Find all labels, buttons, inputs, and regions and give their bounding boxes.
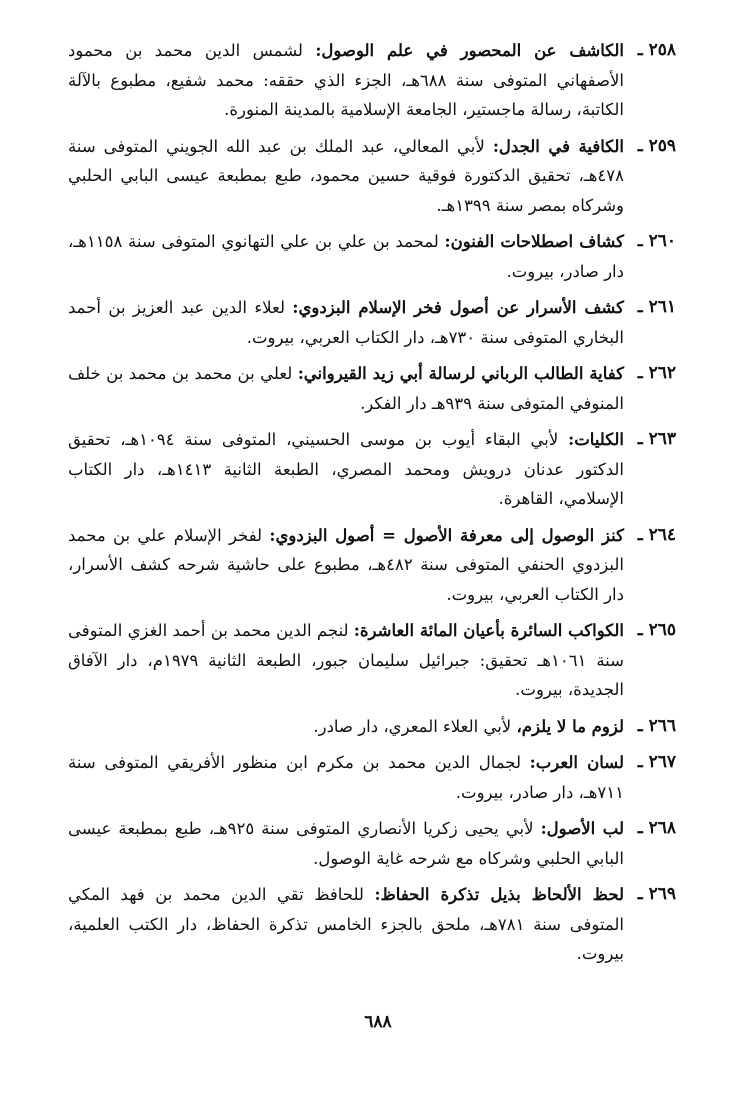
entry-number: ٢٥٨ ـ <box>637 40 676 60</box>
list-item <box>68 425 676 514</box>
entry-body <box>68 521 624 610</box>
list-item <box>68 293 676 352</box>
entry-title: الكليات: <box>568 430 624 449</box>
entry-body <box>68 814 624 873</box>
entry-title: الكاشف عن المحصور في علم الوصول: <box>315 41 624 60</box>
entry-text: لأبي العلاء المعري، دار صادر. <box>313 716 517 736</box>
entry-body <box>68 880 624 969</box>
entry-number: ٢٦٤ ـ <box>637 524 676 545</box>
entry-number: ٢٦٠ ـ <box>637 231 676 251</box>
entry-number: ٢٦٨ ـ <box>637 818 676 838</box>
entry-number: ٢٥٩ ـ <box>637 135 676 156</box>
entry-body <box>68 712 624 742</box>
list-item <box>68 359 676 418</box>
entry-text: لفخر الإسلام علي بن محمد البزدوي الحنفي المتوفى سنة ٤٨٢هـ، مطبوع على حاشية شرحه كشف الأسرار، دار الكتاب العربي، بيروت. <box>68 525 624 604</box>
entry-body <box>68 132 624 221</box>
bibliography-list <box>68 36 676 969</box>
entry-body <box>68 616 624 705</box>
entry-text: لنجم الدين محمد بن أحمد الغزي المتوفى سنة ١٠٦١هـ تحقيق: جبرائيل سليمان جبور، الطبعة الثانية ١٩٧٩م، دار الآفاق الجديدة، بيروت. <box>68 621 624 699</box>
entry-number: ٢٦٩ ـ <box>637 884 676 904</box>
entry-text: لجمال الدين محمد بن مكرم ابن منظور الأفريقي المتوفى سنة ٧١١هـ، دار صادر، بيروت. <box>68 753 624 802</box>
entry-text: لأبي يحيى زكريا الأنصاري المتوفى سنة ٩٢٥هـ، طبع بمطبعة عيسى البابي الحلبي وشركاه مع شرحه غاية الوصول. <box>68 819 624 868</box>
list-item <box>68 227 676 286</box>
list-item <box>68 814 676 873</box>
page-number: ٦٨٨ <box>364 1012 392 1032</box>
list-item <box>68 132 676 221</box>
entry-title: الكافية في الجدل: <box>492 136 624 156</box>
entry-body <box>68 293 624 352</box>
entry-title: كشف الأسرار عن أصول فخر الإسلام البزدوي: <box>292 298 624 317</box>
list-item <box>68 880 676 969</box>
entry-number: ٢٦٢ ـ <box>637 363 676 383</box>
list-item <box>68 36 676 125</box>
entry-title: لسان العرب: <box>529 753 624 772</box>
entry-text: لأبي المعالي، عبد الملك بن عبد الله الجويني المتوفى سنة ٤٧٨هـ، تحقيق الدكتورة فوقية حسين محمود، طبع بمطبعة عيسى البابي الحلبي وشركاه بمصر سنة ١٣٩٩هـ. <box>68 136 624 215</box>
entry-title: كشاف اصطلاحات الفنون: <box>444 232 624 251</box>
entry-title: لحظ الألحاظ بذيل تذكرة الحفاظ: <box>374 885 624 904</box>
entry-number: ٢٦٣ ـ <box>637 429 676 449</box>
entry-body <box>68 425 624 514</box>
entry-body <box>68 359 624 418</box>
entry-body <box>68 36 624 125</box>
entry-number: ٢٦٦ ـ <box>637 715 676 736</box>
list-item <box>68 748 676 807</box>
entry-body <box>68 227 624 286</box>
entry-text: لأبي البقاء أيوب بن موسى الحسيني، المتوفى سنة ١٠٩٤هـ، تحقيق الدكتور عدنان درويش ومحمد المصري، الطبعة الثانية ١٤١٣هـ، دار الكتاب الإسلامي، القاهرة. <box>68 430 624 508</box>
entry-title: لب الأصول: <box>540 819 624 838</box>
list-item <box>68 521 676 610</box>
entry-title: كنز الوصول إلى معرفة الأصول = أصول البزدوي: <box>269 525 624 545</box>
entry-text: لعلاء الدين عبد العزيز بن أحمد البخاري المتوفى سنة ٧٣٠هـ، دار الكتاب العربي، بيروت. <box>68 298 624 347</box>
list-item <box>68 616 676 705</box>
entry-title: لزوم ما لا يلزم، <box>516 716 624 736</box>
entry-title: الكواكب السائرة بأعيان المائة العاشرة: <box>353 621 624 640</box>
entry-text: لعلي بن محمد بن محمد بن خلف المنوفي المتوفى سنة ٩٣٩هـ دار الفكر. <box>68 364 624 413</box>
entry-number: ٢٦٧ ـ <box>637 752 676 772</box>
entry-number: ٢٦٥ ـ <box>637 620 676 640</box>
list-item <box>68 712 676 742</box>
entry-text: لمحمد بن علي بن علي التهانوي المتوفى سنة ١١٥٨هـ، دار صادر، بيروت. <box>68 232 624 281</box>
entry-text: للحافظ تقي الدين محمد بن فهد المكي المتوفى سنة ٧٨١هـ، ملحق بالجزء الخامس تذكرة الحفاظ، دار الكتب العلمية، بيروت. <box>68 885 625 963</box>
entry-text: لشمس الدين محمد بن محمود الأصفهاني المتوفى سنة ٦٨٨هـ، الجزء الذي حققه: محمد شفيع، مطبوع بالآلة الكاتبة، رسالة ماجستير، الجامعة الإسلامية بالمدينة المنورة. <box>68 41 624 119</box>
entry-number: ٢٦١ ـ <box>637 297 676 317</box>
entry-body <box>68 748 624 807</box>
entry-title: كفاية الطالب الرباني لرسالة أبي زيد القيرواني: <box>297 364 624 383</box>
